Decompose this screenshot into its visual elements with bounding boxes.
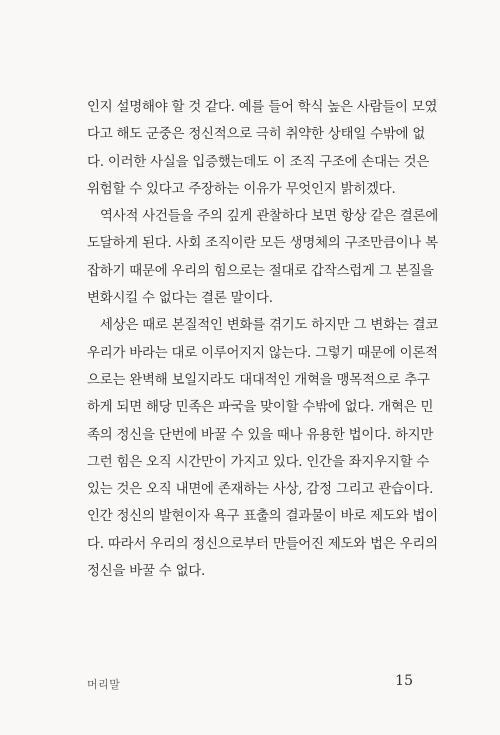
running-footer-title: 머리말 <box>87 678 121 691</box>
text-line: 다. 이러한 사실을 입증했는데도 이 조직 구조에 손대는 것은 <box>87 154 430 170</box>
body-text <box>87 94 439 585</box>
text-line: 도달하게 된다. 사회 조직이란 모든 생명체의 구조만큼이나 복 <box>87 236 438 252</box>
text-line: 족의 정신을 단번에 바꿀 수 있을 때나 유용한 법이다. 하지만 <box>87 427 434 443</box>
text-line: 역사적 사건들을 주의 깊게 관찰하다 보면 항상 같은 결론에 <box>100 209 439 225</box>
text-line: 변화시킬 수 없다는 결론 말이다. <box>87 291 273 307</box>
text-line: 인간 정신의 발현이자 욕구 표출의 결과물이 바로 제도와 법이 <box>87 509 438 525</box>
text-line: 정신을 바꿀 수 없다. <box>87 564 206 580</box>
text-line: 다고 해도 군중은 정신적으로 극히 취약한 상태일 수밖에 없 <box>87 127 426 143</box>
text-line: 세상은 때로 본질적인 변화를 겪기도 하지만 그 변화는 결코 <box>100 318 439 334</box>
text-line: 인지 설명해야 할 것 같다. 예를 들어 학식 높은 사람들이 모였 <box>87 100 438 115</box>
text-line: 있는 것은 오직 내면에 존재하는 사상, 감정 그리고 관습이다. <box>87 482 434 498</box>
page-number: 15 <box>395 673 413 689</box>
text-line: 잡하기 때문에 우리의 힘으로는 절대로 갑작스럽게 그 본질을 <box>87 263 434 279</box>
text-line: 그런 힘은 오직 시간만이 가지고 있다. 인간을 좌지우지할 수 <box>87 454 430 470</box>
text-line: 다. 따라서 우리의 정신으로부터 만들어진 제도와 법은 우리의 <box>87 536 438 552</box>
text-line: 으로는 완벽해 보일지라도 대대적인 개혁을 맹목적으로 추구 <box>87 372 430 388</box>
text-line: 위험할 수 있다고 주장하는 이유가 무엇인지 밝히겠다. <box>87 181 396 197</box>
text-line: 하게 되면 해당 민족은 파국을 맞이할 수밖에 없다. 개혁은 민 <box>87 400 434 416</box>
text-line: 우리가 바라는 대로 이루어지지 않는다. 그렇기 때문에 이론적 <box>87 345 438 361</box>
